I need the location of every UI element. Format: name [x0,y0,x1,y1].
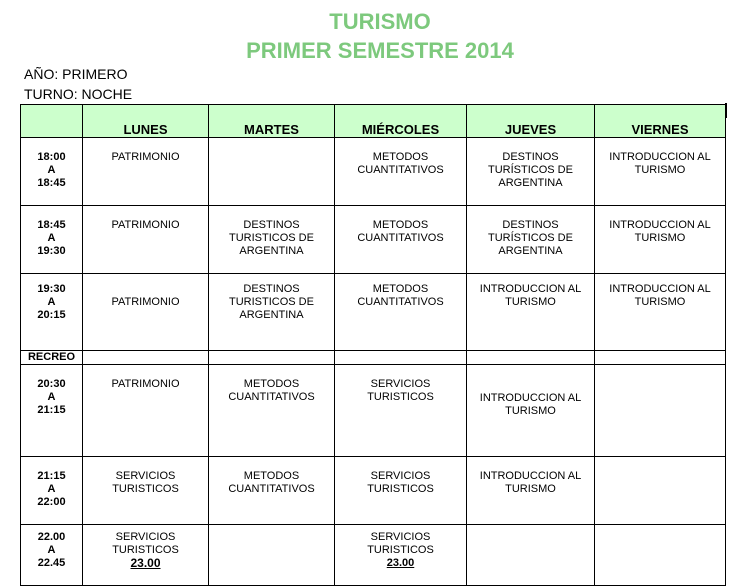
table-row [21,457,726,525]
day-header-martes: MARTES [209,105,335,138]
corner-cell [21,105,83,138]
schedule-table [20,104,726,586]
empty-cell [209,351,335,365]
class-cell: SERVICIOS TURISTICOS [335,365,467,457]
class-cell: INTRODUCCION AL TURISMO [595,206,726,274]
empty-cell [209,138,335,206]
empty-cell [595,457,726,525]
day-header-viernes: VIERNES [595,105,726,138]
header-row [21,105,726,138]
class-cell: METODOS CUANTITATIVOS [209,457,335,525]
class-cell: DESTINOS TURÍSTICOS DE ARGENTINA [467,138,595,206]
table-row [21,206,726,274]
year-label: AÑO: PRIMERO [24,66,128,82]
class-cell: DESTINOS TURÍSTICOS DE ARGENTINA [467,206,595,274]
class-cell: INTRODUCCION AL TURISMO [467,457,595,525]
class-cell: INTRODUCCION AL TURISMO [595,138,726,206]
table-row [21,525,726,586]
end-time-lunes: 23.00 [130,556,161,570]
class-cell: INTRODUCCION AL TURISMO [467,274,595,351]
shift-label: TURNO: NOCHE [24,86,133,102]
end-time-miercoles: 23.00 [386,557,415,569]
class-cell: PATRIMONIO [83,365,209,457]
empty-cell [467,351,595,365]
time-slot: 18:00 A 18:45 [21,138,83,206]
class-cell: METODOS CUANTITATIVOS [209,365,335,457]
class-cell: PATRIMONIO [83,274,209,351]
break-row [21,351,726,365]
class-cell: DESTINOS TURISTICOS DE ARGENTINA [209,274,335,351]
class-cell: PATRIMONIO [83,138,209,206]
day-header-jueves: JUEVES [467,105,595,138]
empty-cell [335,351,467,365]
break-label: RECREO [21,351,83,365]
class-cell: INTRODUCCION AL TURISMO [595,274,726,351]
class-cell: INTRODUCCION AL TURISMO [467,365,595,457]
empty-cell [467,525,595,586]
class-cell: SERVICIOS TURISTICOS [83,457,209,525]
empty-cell [83,351,209,365]
time-slot: 22.00 A 22.45 [21,525,83,586]
time-slot: 18:45 A 19:30 [21,206,83,274]
class-cell: METODOS CUANTITATIVOS [335,274,467,351]
time-slot: 20:30 A 21:15 [21,365,83,457]
page-title: TURISMO [329,9,431,34]
table-row [21,138,726,206]
class-cell: SERVICIOS TURISTICOS [335,457,467,525]
empty-cell [209,525,335,586]
table-row [21,274,726,351]
class-cell: DESTINOS TURISTICOS DE ARGENTINA [209,206,335,274]
time-slot: 21:15 A 22:00 [21,457,83,525]
class-cell: METODOS CUANTITATIVOS [335,138,467,206]
page-subtitle: PRIMER SEMESTRE 2014 [246,38,514,63]
time-slot: 19:30 A 20:15 [21,274,83,351]
table-row [21,365,726,457]
empty-cell [595,351,726,365]
day-header-miercoles: MIÉRCOLES [335,105,467,138]
empty-cell [595,525,726,586]
class-cell: SERVICIOS TURISTICOS 23.00 [83,525,209,586]
day-header-lunes: LUNES [83,105,209,138]
class-cell: SERVICIOS TURISTICOS 23.00 [335,525,467,586]
class-cell: PATRIMONIO [83,206,209,274]
class-cell: METODOS CUANTITATIVOS [335,206,467,274]
empty-cell [595,365,726,457]
